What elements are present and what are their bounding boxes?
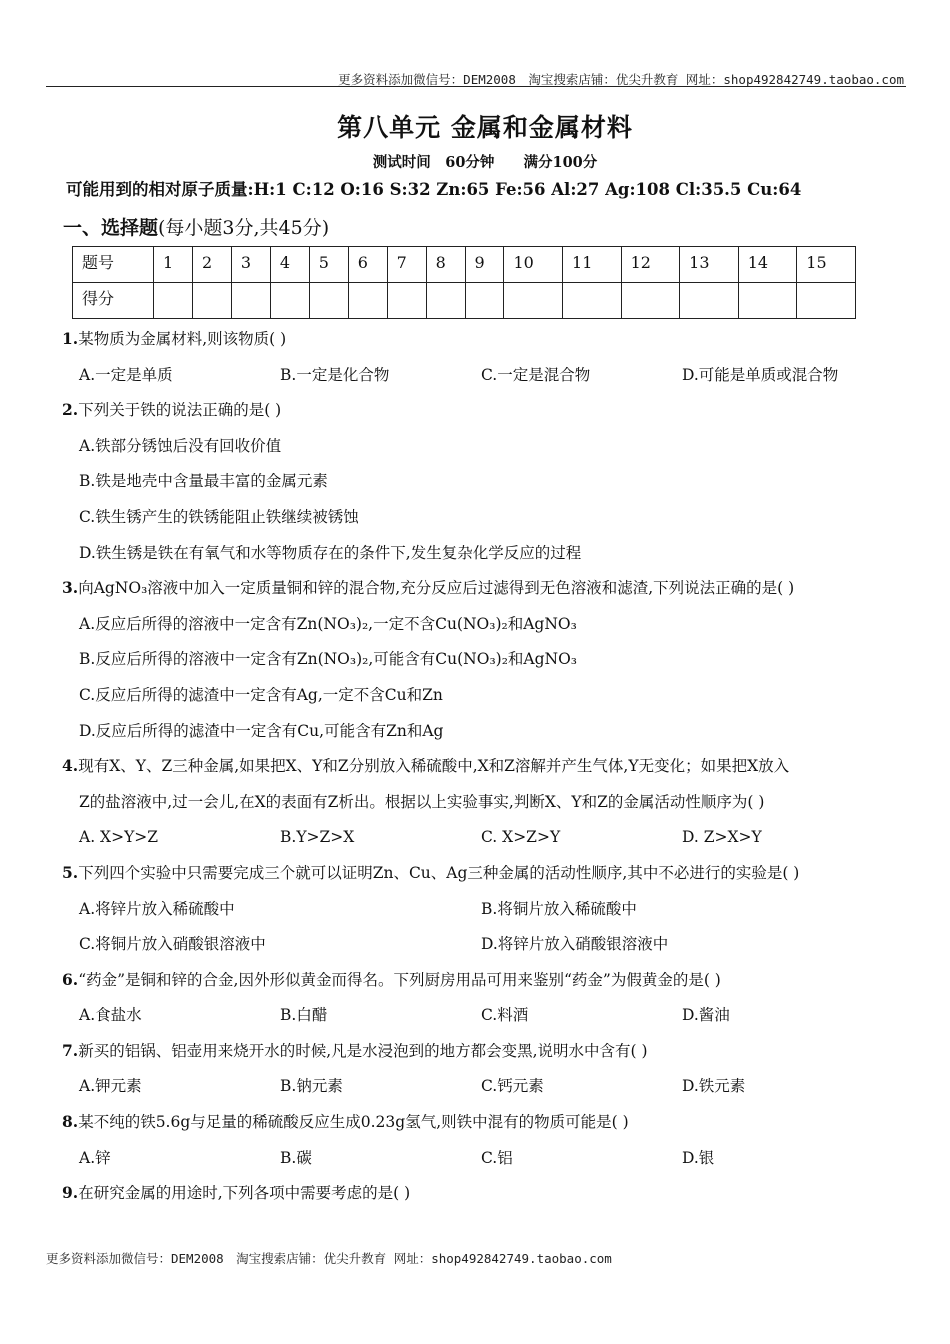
score-cell <box>797 283 856 319</box>
score-table-cell: 8 <box>426 247 465 283</box>
question-number: 5. <box>62 862 79 882</box>
option-a: A. X>Y>Z <box>79 828 159 847</box>
question-8-stem <box>62 1111 902 1147</box>
question-number: 9. <box>62 1183 79 1203</box>
question-7-options <box>62 1075 902 1111</box>
question-1-options <box>62 364 902 400</box>
score-table-cell: 11 <box>563 247 622 283</box>
question-number: 2. <box>62 400 79 420</box>
question-number: 4. <box>62 756 79 776</box>
question-4-stem <box>62 755 902 791</box>
option-d: D.将锌片放入硝酸银溶液中 <box>481 935 669 954</box>
score-cell <box>504 283 563 319</box>
score-table-row-scores <box>73 283 856 319</box>
section-heading-rest: (每小题3分,共45分) <box>158 217 330 239</box>
test-info <box>0 151 950 172</box>
option-b: B.一定是化合物 <box>280 365 390 384</box>
question-6-stem <box>62 969 902 1005</box>
question-5-stem <box>62 862 902 898</box>
option-b: B.碳 <box>280 1148 312 1167</box>
question-text: 新买的铝锅、铝壶用来烧开水的时候,凡是水浸泡到的地方都会变黑,说明水中含有( ) <box>78 1041 648 1060</box>
score-table-cell: 5 <box>309 247 348 283</box>
question-text: 在研究金属的用途时,下列各项中需要考虑的是( ) <box>78 1184 411 1203</box>
score-cell <box>621 283 680 319</box>
score-cell <box>465 283 504 319</box>
option-c: C.料酒 <box>481 1006 529 1025</box>
option-b: B.白醋 <box>280 1006 328 1025</box>
atomic-masses: 可能用到的相对原子质量:H:1 C:12 O:16 S:32 Zn:65 Fe:56 Al:27 Ag:108 Cl:35.5 Cu:64 <box>66 180 802 199</box>
question-number: 8. <box>62 1112 79 1132</box>
option-a: A.将锌片放入稀硫酸中 <box>79 899 235 918</box>
score-cell <box>309 283 348 319</box>
score-cell <box>426 283 465 319</box>
score-cell <box>738 283 797 319</box>
question-6-options <box>62 1004 902 1040</box>
score-table-cell: 6 <box>348 247 387 283</box>
option-b: B.钠元素 <box>280 1077 343 1096</box>
score-cell <box>270 283 309 319</box>
score-table-cell: 12 <box>621 247 680 283</box>
question-text: 某不纯的铁5.6g与足量的稀硫酸反应生成0.23g氢气,则铁中混有的物质可能是( ) <box>78 1113 629 1132</box>
score-cell <box>563 283 622 319</box>
option-c: C.钙元素 <box>481 1077 544 1096</box>
option-c: C.将铜片放入硝酸银溶液中 <box>79 935 266 954</box>
option-b: B.铁是地壳中含量最丰富的金属元素 <box>79 472 328 491</box>
option-a: A.钾元素 <box>79 1077 142 1096</box>
option-d: D.铁生锈是铁在有氧气和水等物质存在的条件下,发生复杂化学反应的过程 <box>79 543 582 562</box>
page-header-text: 更多资料添加微信号：DEM2008 淘宝搜索店铺：优尖升教育 网址：shop492842749.taobao.com <box>338 72 904 87</box>
question-5-options-row2 <box>62 933 902 969</box>
option-d: D. Z>X>Y <box>682 828 762 847</box>
test-time: 测试时间 60分钟 <box>372 154 495 171</box>
question-3-stem <box>62 577 902 613</box>
question-text: 某物质为金属材料,则该物质( ) <box>78 330 287 348</box>
option-a: A.一定是单质 <box>79 365 173 384</box>
option-d: D.铁元素 <box>682 1077 746 1096</box>
question-text: “药金”是铜和锌的合金,因外形似黄金而得名。下列厨房用品可用来鉴别“药金”为假黄金的是( ) <box>78 970 721 989</box>
option-a: A.反应后所得的溶液中一定含有Zn(NO₃)₂,一定不含Cu(NO₃)₂和AgNO₃ <box>79 614 577 633</box>
score-table-cell: 10 <box>504 247 563 283</box>
option-d: D.可能是单质或混合物 <box>682 365 839 384</box>
score-cell <box>387 283 426 319</box>
score-cell <box>348 283 387 319</box>
score-cell <box>192 283 231 319</box>
option-c: C. X>Z>Y <box>481 828 561 847</box>
option-b: B.将铜片放入稀硫酸中 <box>481 899 637 918</box>
score-table-cell: 7 <box>387 247 426 283</box>
score-table-label: 题号 <box>73 247 154 283</box>
question-number: 1. <box>62 329 79 348</box>
option-d: D.反应后所得的滤渣中一定含有Cu,可能含有Zn和Ag <box>79 721 444 740</box>
score-table-cell: 3 <box>231 247 270 283</box>
question-1-stem <box>62 328 902 364</box>
score-table-row-numbers <box>73 247 856 283</box>
option-d: D.酱油 <box>682 1006 730 1025</box>
score-cell <box>154 283 193 319</box>
option-c: C.铝 <box>481 1148 513 1167</box>
question-8-options <box>62 1147 902 1183</box>
score-table-label: 得分 <box>73 283 154 319</box>
score-table-cell: 14 <box>738 247 797 283</box>
question-number: 7. <box>62 1040 79 1060</box>
question-number: 3. <box>62 578 79 598</box>
question-4-options <box>62 826 902 862</box>
question-text: 下列四个实验中只需要完成三个就可以证明Zn、Cu、Ag三种金属的活动性顺序,其中不必进行的实验是( ) <box>78 863 800 882</box>
option-d: D.银 <box>682 1148 715 1167</box>
score-table-cell: 2 <box>192 247 231 283</box>
score-table <box>72 246 856 319</box>
section-heading-bold: 一、选择题 <box>63 217 159 239</box>
option-c: C.反应后所得的滤渣中一定含有Ag,一定不含Cu和Zn <box>79 685 443 704</box>
option-b: B.反应后所得的溶液中一定含有Zn(NO₃)₂,可能含有Cu(NO₃)₂和AgNO₃ <box>79 650 578 669</box>
question-7-stem <box>62 1040 902 1076</box>
question-9-stem <box>62 1182 902 1218</box>
page-title: 第八单元 金属和金属材料 <box>337 113 633 142</box>
header-rule <box>46 86 906 87</box>
question-number: 6. <box>62 969 79 989</box>
score-table-cell: 1 <box>154 247 193 283</box>
question-4-stem-continued: Z的盐溶液中,过一会儿,在X的表面有Z析出。根据以上实验事实,判断X、Y和Z的金属活动性顺序为( ) <box>79 792 765 811</box>
score-cell <box>231 283 270 319</box>
page-footer-text: 更多资料添加微信号：DEM2008 淘宝搜索店铺：优尖升教育 网址：shop492842749.taobao.com <box>46 1251 612 1266</box>
option-c: C.一定是混合物 <box>481 365 591 384</box>
score-cell <box>680 283 739 319</box>
full-score: 满分100分 <box>523 154 598 171</box>
question-text: 向AgNO₃溶液中加入一定质量铜和锌的混合物,充分反应后过滤得到无色溶液和滤渣,下列说法正确的是( ) <box>78 579 795 598</box>
question-text: 下列关于铁的说法正确的是( ) <box>78 401 282 420</box>
question-text: 现有X、Y、Z三种金属,如果把X、Y和Z分别放入稀硫酸中,X和Z溶解并产生气体,Y无变化；如果把X放入 <box>78 757 790 776</box>
score-table-cell: 4 <box>270 247 309 283</box>
score-table-cell: 15 <box>797 247 856 283</box>
questions <box>62 328 902 1218</box>
option-b: B.Y>Z>X <box>280 828 355 847</box>
score-table-cell: 13 <box>680 247 739 283</box>
section-heading <box>63 213 329 240</box>
score-table-cell: 9 <box>465 247 504 283</box>
option-a: A.铁部分锈蚀后没有回收价值 <box>79 436 282 455</box>
option-a: A.食盐水 <box>79 1006 142 1025</box>
option-a: A.锌 <box>79 1148 111 1167</box>
option-c: C.铁生锈产生的铁锈能阻止铁继续被锈蚀 <box>79 507 359 526</box>
question-2-stem <box>62 399 902 435</box>
question-5-options-row1 <box>62 898 902 934</box>
